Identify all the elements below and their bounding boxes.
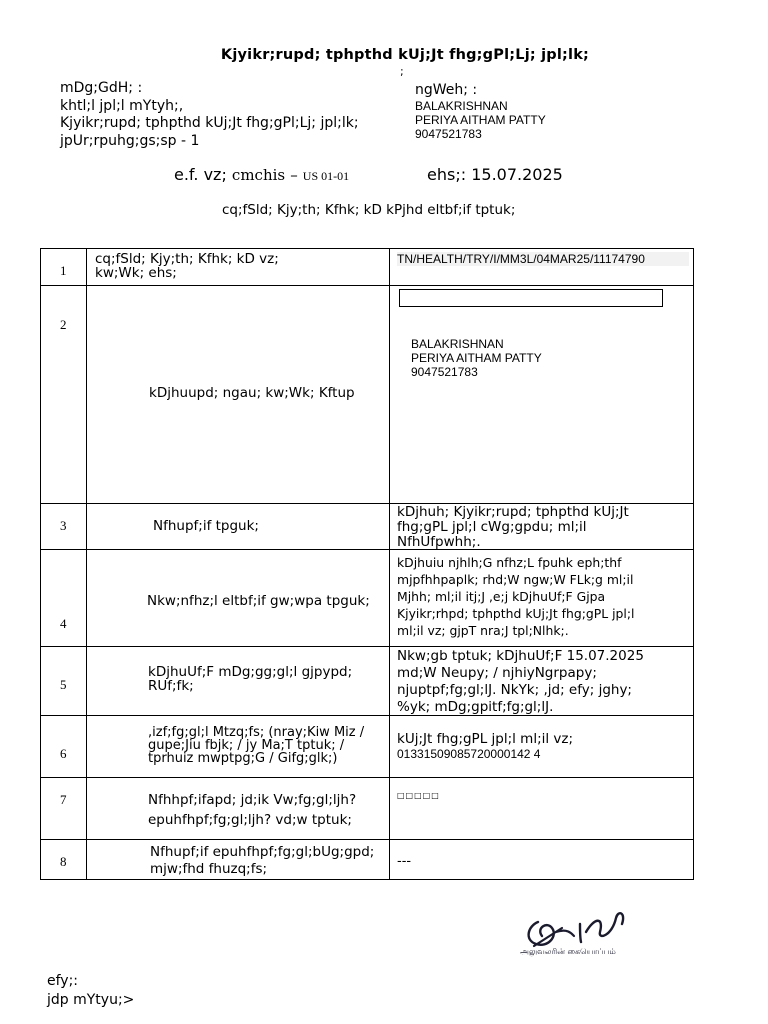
table-row [41, 840, 694, 880]
table-row [41, 550, 694, 647]
row-value-line: kDjhuiu njhlh;G nfhz;L fpuhk eph;thf [397, 555, 622, 570]
row-label-line: RUf;fk; [148, 678, 194, 694]
row-label: Nkw;nfhz;l eltbf;if gw;wpa tpguk; [147, 593, 370, 609]
reference-dash: – [290, 166, 298, 184]
row-number: 5 [60, 677, 67, 692]
row-value-cell [390, 550, 694, 647]
row-label-cell [87, 840, 390, 880]
row-label-cell [87, 716, 390, 778]
sender-line-1: khtl;l jpl;l mYtyh;, [60, 97, 184, 114]
row-label-cell [87, 778, 390, 840]
row-value-line: Kjyikr;rhpd; tphpthd kUj;Jt fhg;gPL jpl;l [397, 606, 635, 621]
row-label: kDjhuupd; ngau; kw;Wk; Kftup [149, 385, 355, 401]
reference-prefix: e.f. vz; [174, 165, 227, 184]
copy-to-label: efy;: [47, 973, 79, 989]
row-value: --- [397, 854, 412, 869]
sender-label: mDg;GdH; : [60, 80, 143, 96]
date-value: 15.07.2025 [471, 165, 563, 184]
date-label: ehs;: [427, 165, 467, 184]
table-row [41, 647, 694, 716]
row-number: 6 [60, 746, 67, 761]
table-row [41, 249, 694, 286]
row-label [150, 844, 385, 878]
row-label-line: Nfhupf;if epuhfhpf;fg;gl;bUg;gpd; [150, 844, 375, 860]
row-number: 4 [60, 616, 67, 631]
beneficiary-place: PERIYA AITHAM PATTY [411, 351, 542, 365]
card-label: kUj;Jt fhg;gPL jpl;l ml;il vz; [397, 731, 574, 747]
row-label-cell [87, 550, 390, 647]
reference-code: US 01-01 [302, 169, 350, 183]
row-value [397, 732, 689, 762]
row-number-cell [41, 778, 87, 840]
row-value-line: njuptpf;fg;gl;lJ. NkYk; ,jd; efy; jghy; [397, 682, 632, 698]
card-number: 01331509085720000142 4 [397, 747, 541, 761]
row-value-cell [390, 504, 694, 550]
row-label-cell [87, 647, 390, 716]
row-number-cell [41, 286, 87, 504]
sender-line-3: jpUr;rpuhg;gs;sp - 1 [60, 132, 200, 149]
sender-block [60, 80, 359, 150]
row-label-line: gupe;Jiu fbjk; / jy Ma;T tptuk; / [148, 738, 345, 753]
row-label: Nfhupf;if tpguk; [153, 518, 259, 534]
row-value [397, 648, 689, 716]
row-value-cell [390, 249, 694, 286]
row-label-cell [87, 249, 390, 286]
officer-signature [514, 906, 654, 960]
signature-scribble [514, 906, 654, 960]
row-value-line: mjpfhhpaplk; rhd;W ngw;W FLk;g ml;il [397, 572, 634, 587]
row-value-cell [390, 840, 694, 880]
row-label-line: epuhfhpf;fg;gl;ljh? vd;w tptuk; [148, 812, 352, 828]
details-table [40, 248, 694, 880]
row-label-line: ,izf;fg;gl;l Mtzq;fs; (nray;Kiw Miz / [148, 725, 365, 740]
recipient-name: BALAKRISHNAN [415, 99, 508, 113]
row-number-cell [41, 647, 87, 716]
row-label-cell [87, 504, 390, 550]
row-label-line: Nfhhpf;ifapd; jd;ik Vw;fg;gl;ljh? [148, 792, 357, 808]
recipient-place: PERIYA AITHAM PATTY [415, 113, 546, 127]
row-number: 3 [60, 518, 67, 533]
sender-line-2: Kjyikr;rupd; tphpthd kUj;Jt fhg;gPl;Lj; jpl;lk; [60, 115, 359, 131]
row-label [148, 790, 385, 830]
row-value-cell [390, 286, 694, 504]
row-number-cell [41, 504, 87, 550]
empty-field-box [399, 289, 663, 307]
row-value-line: ml;il vz; gjpT nra;J tpl;Nlhk;. [397, 623, 569, 638]
row-value-cell [390, 778, 694, 840]
row-label-line: kDjhuUf;F mDg;gg;gl;l gjpypd; [148, 664, 353, 680]
copy-to-recipient: jdp mYtyu;> [47, 992, 135, 1008]
signature-caption: அலுவலரின் கையொப்பம் [520, 947, 616, 956]
row-value [397, 554, 689, 639]
recipient-address [415, 99, 546, 141]
row-value-line: Mjhh; ml;il itj;J ,e;j kDjhuUf;F Gjpa [397, 589, 606, 604]
recipient-phone: 9047521783 [415, 127, 482, 141]
row-value-line: kDjhuh; Kjyikr;rupd; tphpthd kUj;Jt [397, 504, 629, 520]
header-semicolon: ; [400, 65, 404, 78]
row-value-cell [390, 647, 694, 716]
reference-number [174, 165, 349, 184]
closing-block [47, 972, 134, 1010]
row-label [95, 252, 385, 280]
row-value-cell [390, 716, 694, 778]
row-number: 2 [60, 317, 67, 332]
row-value-line: %yk; mDg;gpitf;fg;gl;lJ. [397, 699, 554, 715]
subject-line: cq;fSld; Kjy;th; Kfhk; kD kPjhd eltbf;if tptuk; [222, 202, 516, 218]
row-number: 8 [60, 854, 67, 869]
row-number-cell [41, 716, 87, 778]
row-value [397, 505, 689, 550]
beneficiary-phone: 9047521783 [411, 365, 478, 379]
registration-code: TN/HEALTH/TRY/I/MM3L/04MAR25/11174790 [397, 252, 689, 266]
beneficiary-address [411, 337, 542, 379]
reference-code-word: cmchis [231, 166, 286, 184]
row-value-line: NfhUfpwhh;. [397, 534, 481, 550]
row-label-line: tprhuiz mwptpg;G / Gifg;glk;) [148, 751, 338, 766]
row-label-line: kw;Wk; ehs; [95, 265, 177, 281]
table-row [41, 716, 694, 778]
table-row [41, 504, 694, 550]
row-value-line: md;W Neupy; / njhiyNgrpapy; [397, 665, 597, 681]
row-label-cell [87, 286, 390, 504]
recipient-label: ngWeh; : [415, 82, 478, 98]
row-number-cell [41, 249, 87, 286]
status-glyphs: □□□□□ [397, 791, 440, 800]
row-number: 1 [60, 263, 67, 278]
beneficiary-name: BALAKRISHNAN [411, 337, 504, 351]
row-label [148, 665, 385, 693]
row-value-line: fhg;gPL jpl;l cWg;gpdu; ml;il [397, 519, 587, 535]
table-row [41, 778, 694, 840]
reference-date [427, 165, 563, 184]
row-label [148, 726, 385, 765]
row-value-line: Nkw;gb tptuk; kDjhuUf;F 15.07.2025 [397, 648, 644, 664]
row-label-line: mjw;fhd fhuzq;fs; [150, 861, 268, 877]
row-number-cell [41, 550, 87, 647]
row-label-line: cq;fSld; Kjy;th; Kfhk; kD vz; [95, 251, 279, 267]
table-row [41, 286, 694, 504]
row-number-cell [41, 840, 87, 880]
page-title: Kjyikr;rupd; tphpthd kUj;Jt fhg;gPl;Lj; jpl;lk; [220, 47, 590, 63]
row-number: 7 [60, 792, 67, 807]
